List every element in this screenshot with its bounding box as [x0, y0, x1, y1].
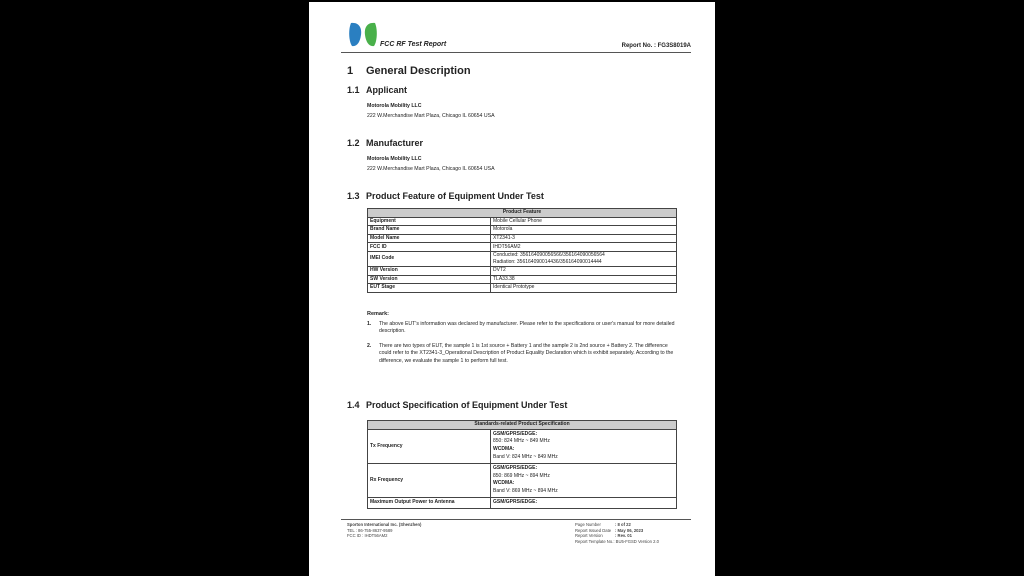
table-row: Rx Frequency GSM/GPRS/EDGE: 850: 869 MHz ~ 894 MHz WCDMA: Band V: 869 MHz ~ 894 MHz — [368, 463, 677, 497]
table-row: SW Version TLA33.38 — [368, 275, 677, 284]
remark-note-2: 2. There are two types of EUT, the sample 1 is 1st source + Battery 1 and the sample 2 is 2nd source + Battery 2. The difference could refer to the XT2341-3_Operational Description of Product Equality Declaration which is exhibit separately. According to the difference, we evaluate the sample 1 to perform full test. — [367, 343, 674, 364]
applicant-address: 222 W.Merchandise Mart Plaza, Chicago IL 60654 USA — [367, 113, 495, 119]
table-row: Model Name XT2341-3 — [368, 234, 677, 243]
remark-note-1: 1. The above EUT's information was declared by manufacturer. Please refer to the specifications or user's manual for more detailed description. — [367, 321, 675, 335]
footer-right: Page Number : 8 of 22 Report Issued Date : May 06, 2023 Report Version : Rev. 01 Report Template No.: BU5-FGSD Version 2.0 — [575, 522, 659, 544]
manufacturer-company: Motorola Mobility LLC — [367, 156, 422, 162]
feature-heading: 1.3 Product Feature of Equipment Under Test — [347, 191, 544, 201]
table-row: HW Version DVT2 — [368, 266, 677, 275]
report-page — [309, 2, 715, 576]
table-row: IMEI Code Conducted: 356164090056566/356164090056564 Radiation: 356164090014436/356164090014444 — [368, 251, 677, 266]
applicant-company: Motorola Mobility LLC — [367, 103, 422, 109]
product-spec-header: Standards-related Product Specification — [368, 421, 677, 430]
imei-conducted: Conducted: 356164090056566/356164090056564 — [493, 251, 605, 258]
table-row: FCC ID IHDT56AM2 — [368, 243, 677, 252]
report-number: Report No. : FG3S8019A — [621, 43, 691, 49]
section-1-heading: 1 General Description — [347, 65, 471, 77]
footer-left: Sporton International Inc. (Shenzhen) TEL : 86-755-8637-9589 FCC ID : IHDT56AM2 — [347, 522, 422, 539]
remark-label: Remark: — [367, 311, 390, 317]
manufacturer-address: 222 W.Merchandise Mart Plaza, Chicago IL 60654 USA — [367, 166, 495, 172]
table-row: Maximum Output Power to Antenna GSM/GPRS/EDGE: — [368, 497, 677, 508]
product-spec-table — [367, 420, 677, 509]
table-row: Brand Name Motorola — [368, 226, 677, 235]
imei-radiation: Radiation: 356164090014436/356164090014444 — [493, 258, 602, 265]
table-row: Equipment Mobile Cellular Phone — [368, 217, 677, 226]
product-feature-table — [367, 208, 677, 293]
spec-heading: 1.4 Product Specification of Equipment Under Test — [347, 400, 568, 410]
manufacturer-heading: 1.2 Manufacturer — [347, 138, 424, 148]
header-divider — [341, 52, 691, 53]
report-title: FCC RF Test Report — [380, 41, 447, 48]
footer-divider — [341, 519, 691, 520]
table-row: Tx Frequency GSM/GPRS/EDGE: 850: 824 MHz ~ 849 MHz WCDMA: Band V: 824 MHz ~ 849 MHz — [368, 429, 677, 463]
product-feature-header: Product Feature — [368, 209, 677, 218]
company-logo — [347, 20, 379, 50]
applicant-heading: 1.1 Applicant — [347, 85, 408, 95]
table-row: EUT Stage Identical Prototype — [368, 284, 677, 293]
